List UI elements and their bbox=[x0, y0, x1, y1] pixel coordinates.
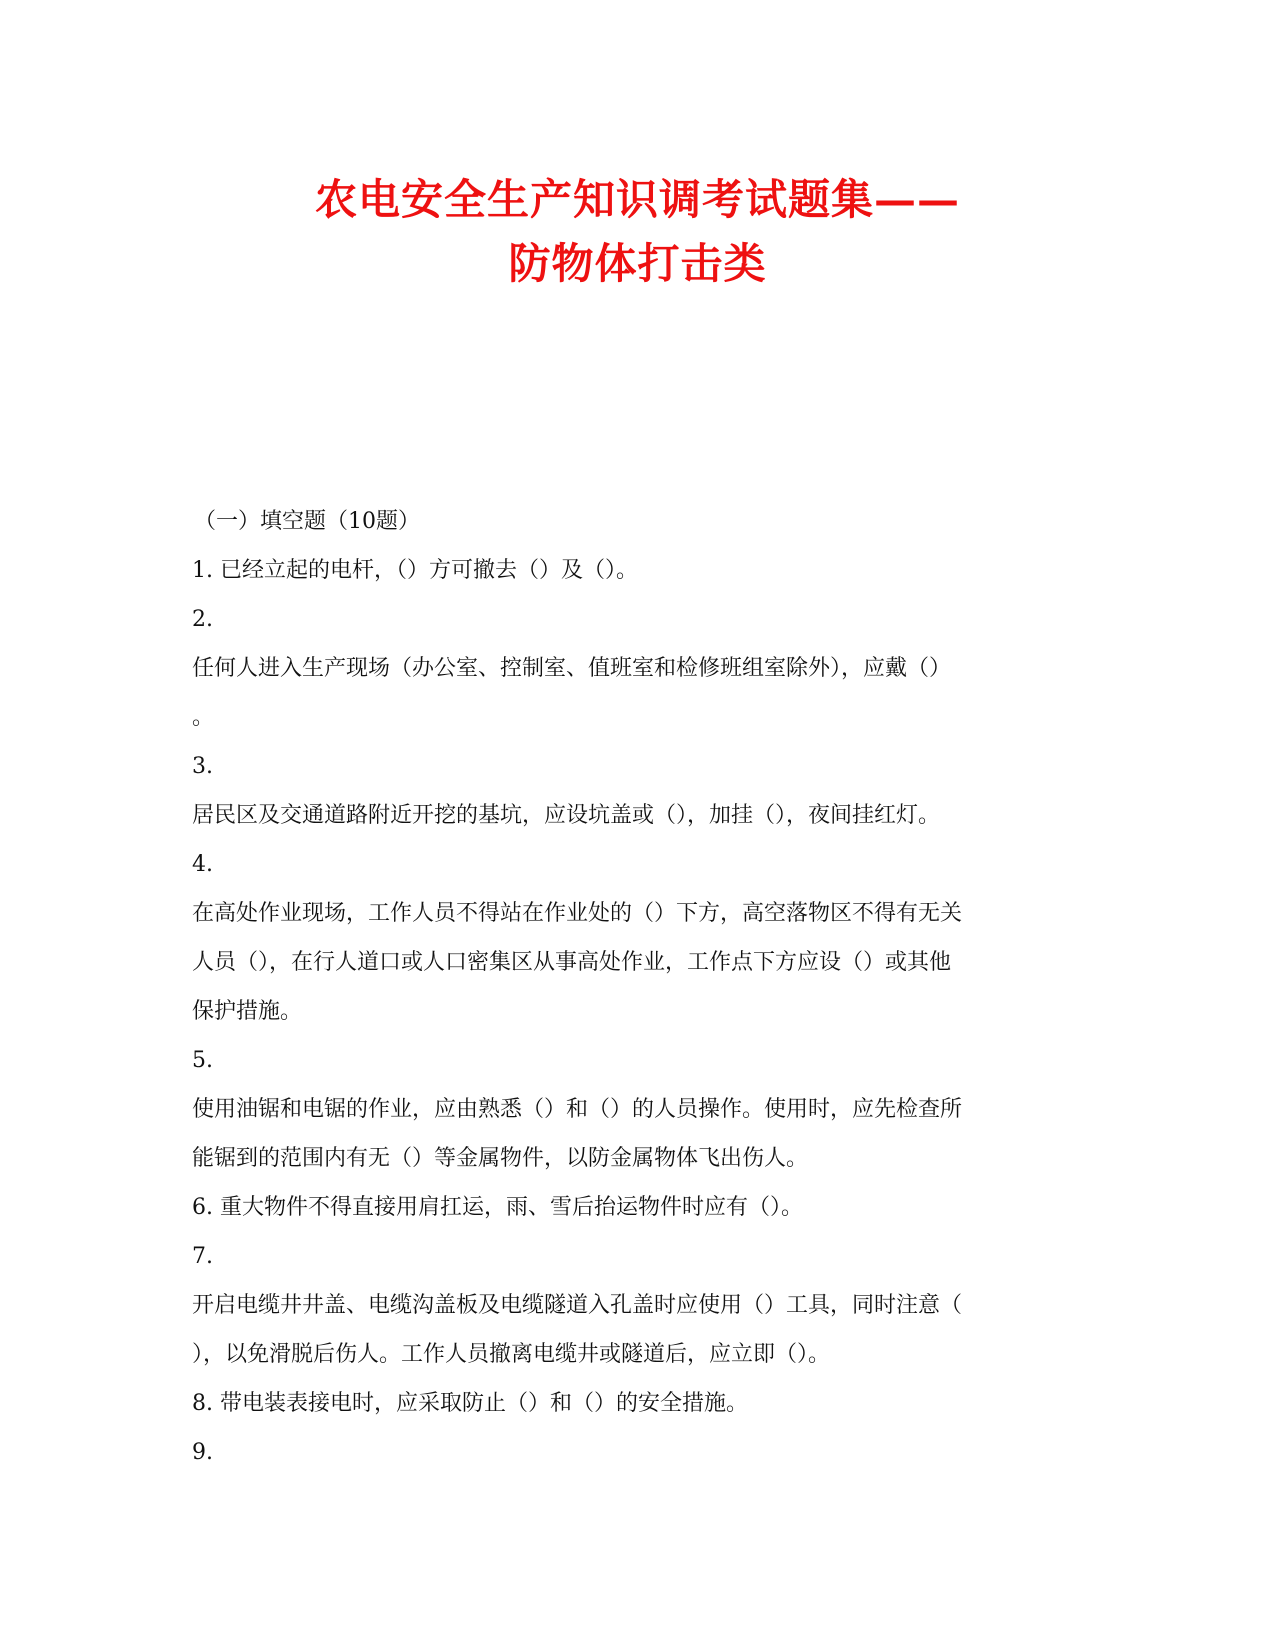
question-line: 9. bbox=[192, 1440, 213, 1465]
question-line: 5. bbox=[192, 1048, 213, 1073]
question-line: 人员（），在行人道口或人口密集区从事高处作业，工作点下方应设（）或其他 bbox=[192, 950, 952, 975]
question-line: 。 bbox=[192, 705, 215, 730]
section-heading: （一）填空题（10题） bbox=[194, 509, 420, 534]
document-title-line-2: 防物体打击类 bbox=[508, 239, 767, 288]
question-line: 7. bbox=[192, 1244, 213, 1269]
document-body bbox=[192, 497, 1072, 1477]
question-line: 8. 带电装表接电时，应采取防止（）和（）的安全措施。 bbox=[192, 1391, 748, 1416]
question-line: 1. 已经立起的电杆，（）方可撤去（）及（）。 bbox=[192, 558, 638, 583]
question-line: 居民区及交通道路附近开挖的基坑，应设坑盖或（），加挂（），夜间挂红灯。 bbox=[192, 803, 941, 828]
question-line: 保护措施。 bbox=[192, 999, 303, 1024]
question-line: ），以免滑脱后伤人。工作人员撤离电缆井或隧道后，应立即（）。 bbox=[192, 1342, 831, 1367]
question-line: 开启电缆井井盖、电缆沟盖板及电缆隧道入孔盖时应使用（）工具，同时注意（ bbox=[192, 1293, 963, 1318]
question-line: 3. bbox=[192, 754, 213, 779]
question-line: 2. bbox=[192, 607, 213, 632]
question-line: 使用油锯和电锯的作业，应由熟悉（）和（）的人员操作。使用时，应先检查所 bbox=[192, 1097, 963, 1122]
document-title-line-1: 农电安全生产知识调考试题集—— bbox=[314, 175, 960, 224]
question-line: 4. bbox=[192, 852, 213, 877]
question-line: 任何人进入生产现场（办公室、控制室、值班室和检修班组室除外），应戴（） bbox=[192, 656, 952, 681]
question-line: 6. 重大物件不得直接用肩扛运，雨、雪后抬运物件时应有（）。 bbox=[192, 1195, 803, 1220]
question-line: 在高处作业现场，工作人员不得站在作业处的（）下方，高空落物区不得有无关 bbox=[192, 901, 963, 926]
question-line: 能锯到的范围内有无（）等金属物件，以防金属物体飞出伤人。 bbox=[192, 1146, 809, 1171]
